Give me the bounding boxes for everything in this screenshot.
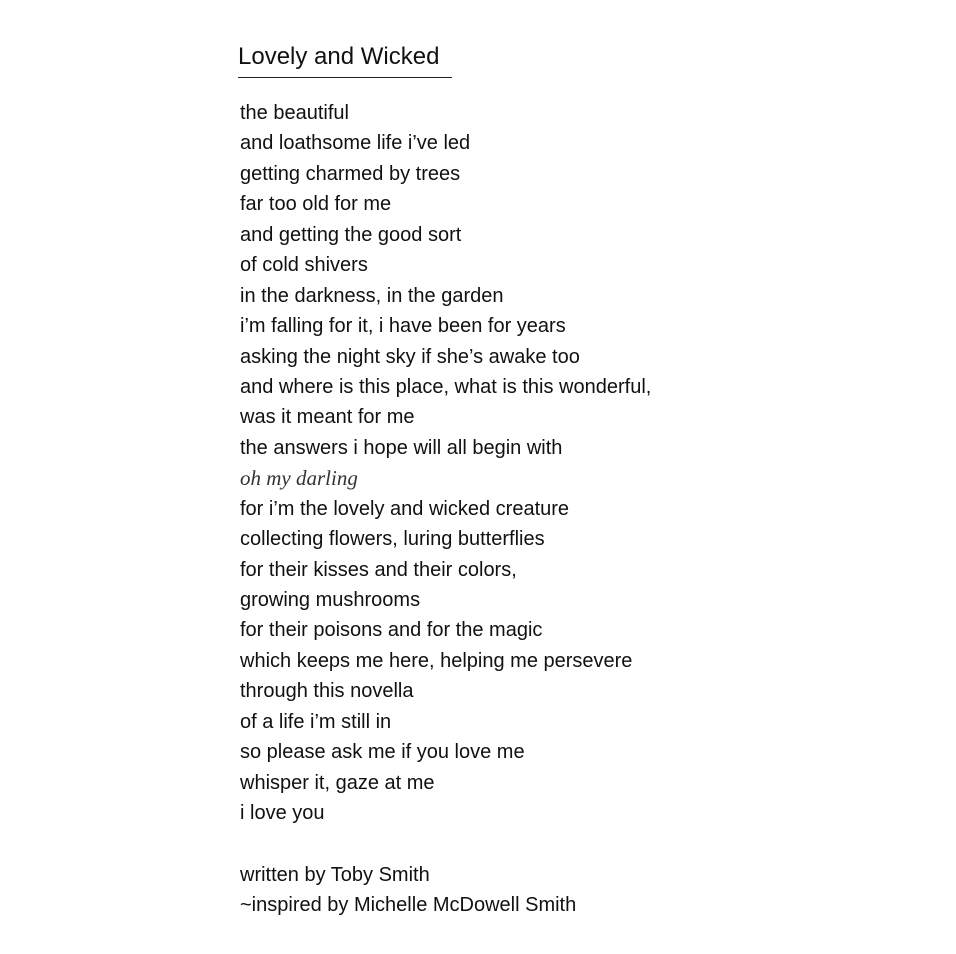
poem-line: collecting flowers, luring butterflies (240, 528, 545, 551)
poem-line: i love you (240, 802, 325, 825)
title-underline (238, 77, 452, 78)
poem-line: and getting the good sort (240, 223, 462, 246)
poem-line: and where is this place, what is this wonderful, (240, 375, 652, 398)
poem-line-italic: oh my darling (240, 466, 358, 491)
poem-line: of a life i’m still in (240, 710, 392, 733)
poem-line: for their kisses and their colors, (240, 558, 517, 581)
poem-line: growing mushrooms (240, 589, 421, 611)
poem-line: the beautiful (240, 102, 349, 124)
poem-line: and loathsome life i’ve led (240, 132, 471, 155)
poem-line: far too old for me (240, 193, 392, 216)
poem-title: Lovely and Wicked (238, 43, 440, 70)
poem-line: through this novella (240, 680, 414, 703)
poem-line: whisper it, gaze at me (240, 771, 435, 794)
poem-body (240, 98, 651, 829)
poem-line: for their poisons and for the magic (240, 619, 543, 642)
poem-credits (240, 860, 576, 921)
poem-line: i’m falling for it, i have been for years (240, 315, 566, 338)
poem-line: for i’m the lovely and wicked creature (240, 497, 570, 520)
poem-line: asking the night sky if she’s awake too (240, 345, 580, 368)
poem-line: so please ask me if you love me (240, 741, 525, 764)
inspiration-credit: ~inspired by Michelle McDowell Smith (240, 894, 577, 917)
poem-line: the answers i hope will all begin with (240, 436, 563, 459)
poem-line: getting charmed by trees (240, 162, 461, 185)
poem-line: which keeps me here, helping me persevere (240, 649, 633, 672)
author-credit: written by Toby Smith (240, 864, 430, 886)
poem-line: in the darkness, in the garden (240, 284, 504, 307)
poem-line: of cold shivers (240, 254, 368, 277)
poem-line: was it meant for me (240, 406, 415, 429)
